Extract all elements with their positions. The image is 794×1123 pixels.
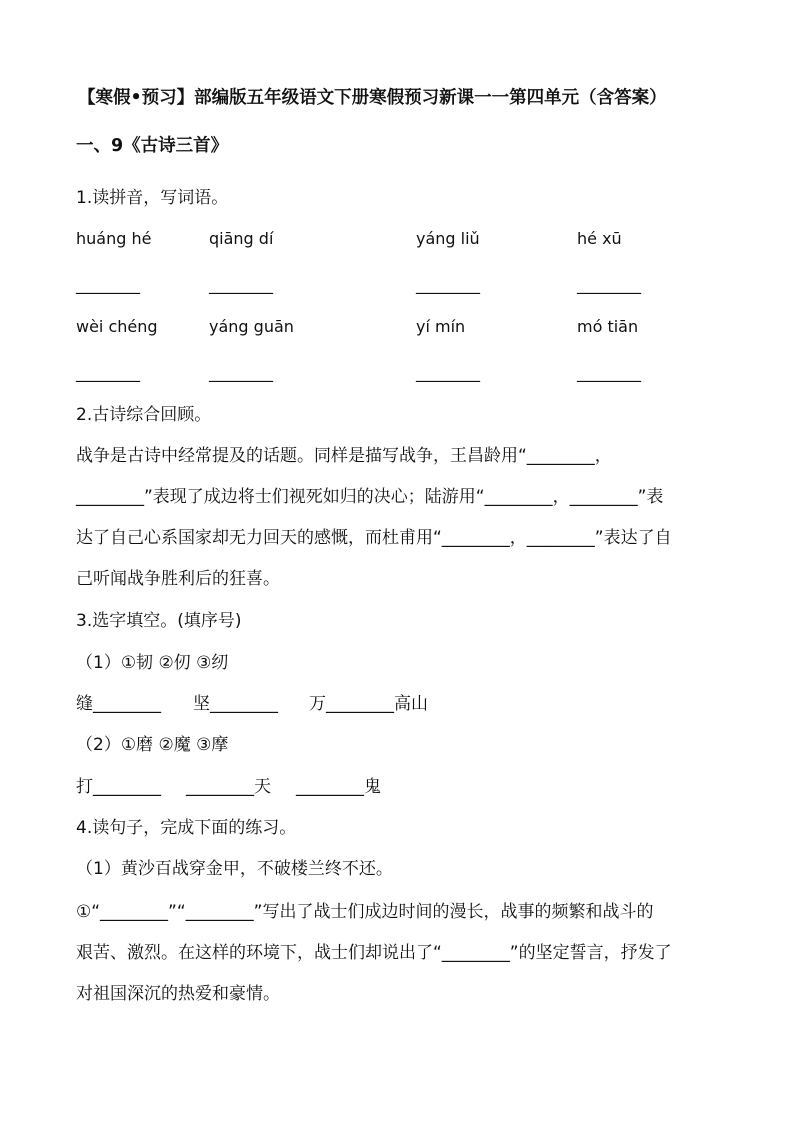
pinyin-item: yáng guān [209,317,294,336]
q4-paragraph-line: 对祖国深沉的热爱和豪情。 [76,984,280,1004]
answer-blank[interactable]: ________ [76,363,140,382]
q4-heading: 4.读句子，完成下面的练习。 [76,818,297,838]
answer-blank[interactable]: ________ [209,363,273,382]
pinyin-item: qiāng dí [209,229,274,248]
pinyin-item: mó tiān [577,317,639,336]
q3-group2-blank[interactable]: 打________ [76,777,161,797]
q3-group1-blank[interactable]: 缝________ [76,694,161,714]
document-title: 【寒假•预习】部编版五年级语文下册寒假预习新课一一第四单元（含答案） [78,88,667,108]
q2-paragraph-line: 达了自己心系国家却无力回天的感慨，而杜甫用“________，________”表达了自 [76,528,672,548]
section-heading: 一、9《古诗三首》 [76,136,229,156]
q3-group1-options: （1）①韧 ②仞 ③纫 [76,653,229,673]
q3-group2-options: （2）①磨 ②魔 ③摩 [76,735,229,755]
q3-group2-blank[interactable]: ________天 [186,777,271,797]
answer-blank[interactable]: ________ [76,275,140,294]
q4-paragraph-line: ①“________”“________”写出了战士们成边时间的漫长，战事的频繁和战斗的 [76,902,654,922]
pinyin-item: wèi chéng [76,317,158,336]
pinyin-item: hé xū [577,229,622,248]
answer-blank[interactable]: ________ [577,275,641,294]
q3-group1-blank[interactable]: 万________高山 [309,694,428,714]
q3-group1-blank[interactable]: 坚________ [193,694,278,714]
q2-paragraph-line: 己听闻战争胜利后的狂喜。 [76,569,280,589]
q4-sentence: （1）黄沙百战穿金甲，不破楼兰终不还。 [76,859,393,879]
pinyin-item: yí mín [416,317,466,336]
answer-blank[interactable]: ________ [209,275,273,294]
q2-paragraph-line: 战争是古诗中经常提及的话题。同样是描写战争，王昌龄用“________， [76,446,612,466]
q3-group2-blank[interactable]: ________鬼 [296,777,381,797]
q3-heading: 3.选字填空。(填序号) [76,611,242,631]
q2-paragraph-line: ________”表现了成边将士们视死如归的决心；陆游用“________，________”表 [76,487,664,507]
answer-blank[interactable]: ________ [577,363,641,382]
pinyin-item: yáng liǔ [416,229,480,248]
q4-paragraph-line: 艰苦、激烈。在这样的环境下，战士们却说出了“________”的坚定誓言，抒发了 [76,943,672,963]
q2-heading: 2.古诗综合回顾。 [76,405,212,425]
answer-blank[interactable]: ________ [416,363,480,382]
q1-heading: 1.读拼音，写词语。 [76,188,229,208]
answer-blank[interactable]: ________ [416,275,480,294]
pinyin-item: huáng hé [76,229,152,248]
